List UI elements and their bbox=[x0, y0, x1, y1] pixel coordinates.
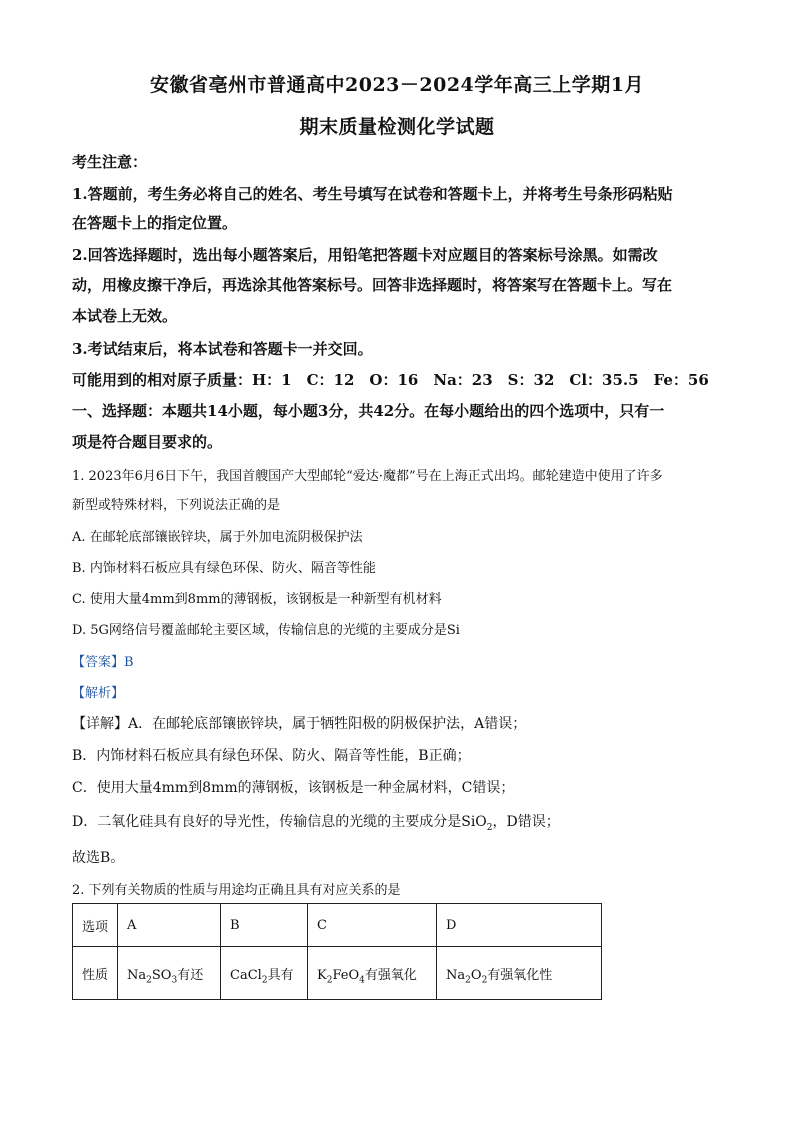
table-header-cell: C bbox=[308, 904, 437, 947]
table-row-label: 性质 bbox=[73, 947, 118, 1000]
table-header-row bbox=[73, 904, 602, 947]
formula-subscript: 2 bbox=[261, 975, 268, 986]
q1-detail-a: 【详解】A．在邮轮底部镶嵌锌块，属于牺牲阳极的阴极保护法，A错误； bbox=[72, 716, 527, 732]
notice-item1-line2: 在答题卡上的指定位置。 bbox=[72, 214, 238, 232]
formula-part: Na bbox=[446, 967, 466, 983]
q1-analysis-tag: 【解析】 bbox=[72, 686, 125, 701]
q1-detail-c: C．使用大量4mm到8mm的薄钢板，该钢板是一种金属材料，C错误； bbox=[72, 780, 515, 796]
table-cell-c bbox=[308, 947, 437, 1000]
atomic-mass-line: 可能用到的相对原子质量：H：1 C：12 O：16 Na：23 S：32 Cl：35.5 Fe：56 bbox=[72, 371, 709, 389]
notice-item2-line3: 本试卷上无效。 bbox=[72, 307, 178, 325]
q1-option-b: B. 内饰材料石板应具有绿色环保、防火、隔音等性能 bbox=[72, 561, 376, 576]
formula-subscript: 2 bbox=[146, 975, 152, 986]
table-cell-a bbox=[118, 947, 221, 1000]
notice-item2-line1: 2.回答选择题时，选出每小题答案后，用铅笔把答题卡对应题目的答案标号涂黑。如需改 bbox=[72, 246, 658, 264]
q1-detail-d-pre: D．二氧化硅具有良好的导光性，传输信息的光缆的主要成分是SiO bbox=[72, 814, 487, 830]
q1-conclusion: 故选B。 bbox=[72, 850, 125, 866]
formula-subscript: 4 bbox=[359, 975, 365, 986]
cell-text: 具有 bbox=[267, 967, 294, 983]
cell-text: 有强氧化性 bbox=[487, 967, 553, 983]
formula-part: FeO bbox=[332, 967, 360, 983]
section1-heading-line2: 项是符合题目要求的。 bbox=[72, 433, 223, 451]
q1-stem-line2: 新型或特殊材料，下列说法正确的是 bbox=[72, 498, 281, 513]
cell-text: 有还 bbox=[177, 967, 204, 983]
table-header-cell: A bbox=[118, 904, 221, 947]
formula-part: K bbox=[317, 967, 327, 983]
formula-subscript: 2 bbox=[481, 975, 488, 986]
table-cell-d bbox=[437, 947, 602, 1000]
q1-option-a: A. 在邮轮底部镶嵌锌块，属于外加电流阴极保护法 bbox=[72, 530, 363, 545]
formula-subscript: 2 bbox=[465, 975, 471, 986]
cell-text: 有强氧化 bbox=[364, 967, 417, 983]
formula-subscript: 3 bbox=[171, 975, 178, 986]
q1-detail-d-sub: 2 bbox=[486, 822, 493, 833]
table-cell-b bbox=[221, 947, 308, 1000]
q1-detail-d bbox=[72, 811, 722, 831]
table-header-cell: 选项 bbox=[73, 904, 118, 947]
table-row bbox=[73, 947, 602, 1000]
q2-options-table bbox=[72, 903, 602, 1000]
formula-part: SO bbox=[151, 967, 172, 983]
q1-detail-d-post: ，D错误； bbox=[492, 814, 560, 830]
q1-answer-tag: 【答案】B bbox=[72, 655, 134, 670]
q1-option-d: D. 5G网络信号覆盖邮轮主要区域，传输信息的光缆的主要成分是Si bbox=[72, 623, 460, 638]
q1-stem-line1: 1. 2023年6月6日下午，我国首艘国产大型邮轮“爱达·魔都”号在上海正式出坞。邮轮建造中使用了许多 bbox=[72, 469, 663, 484]
exam-title-line2: 期末质量检测化学试题 bbox=[299, 116, 495, 138]
q1-option-c: C. 使用大量4mm到8mm的薄钢板，该钢板是一种新型有机材料 bbox=[72, 592, 442, 607]
table-header-cell: B bbox=[221, 904, 308, 947]
q2-stem: 2. 下列有关物质的性质与用途均正确且具有对应关系的是 bbox=[72, 883, 401, 898]
exam-title-line1: 安徽省亳州市普通高中2023－2024学年高三上学期1月 bbox=[150, 74, 644, 96]
formula-part: Na bbox=[127, 967, 147, 983]
notice-heading: 考生注意： bbox=[72, 153, 148, 171]
formula-subscript: 2 bbox=[326, 975, 333, 986]
formula-part: O bbox=[470, 967, 482, 983]
notice-item3: 3.考试结束后，将本试卷和答题卡一并交回。 bbox=[72, 340, 373, 358]
notice-item2-line2: 动，用橡皮擦干净后，再选涂其他答案标号。回答非选择题时，将答案写在答题卡上。写在 bbox=[72, 276, 673, 294]
table-header-cell: D bbox=[437, 904, 602, 947]
section1-heading-line1: 一、选择题：本题共14小题，每小题3分，共42分。在每小题给出的四个选项中，只有一 bbox=[72, 402, 665, 420]
formula-part: CaCl bbox=[230, 967, 262, 983]
q1-detail-b: B．内饰材料石板应具有绿色环保、防火、隔音等性能，B正确； bbox=[72, 748, 471, 764]
notice-item1-line1: 1.答题前，考生务必将自己的姓名、考生号填写在试卷和答题卡上，并将考生号条形码粘贴 bbox=[72, 185, 673, 203]
